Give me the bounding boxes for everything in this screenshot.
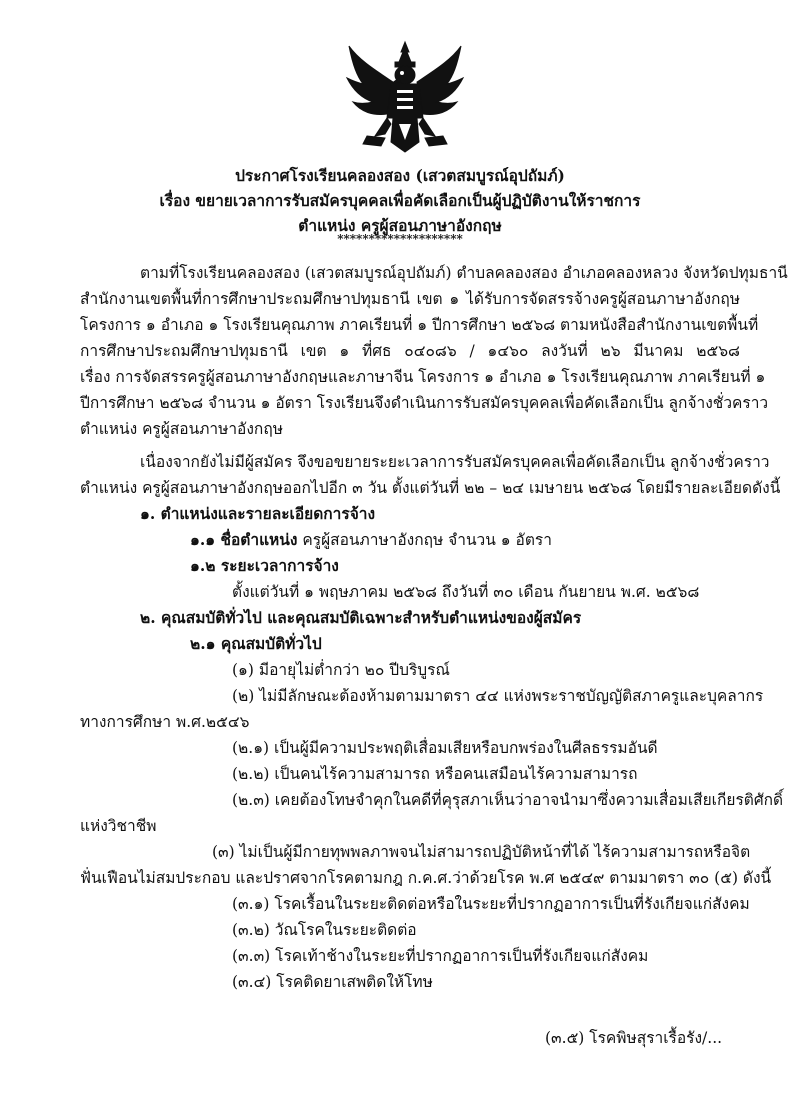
section-1-2-value: ตั้งแต่วันที่ ๑ พฤษภาคม ๒๕๖๘ ถึงวันที่ ๓๐ เดือน กันยายน พ.ศ. ๒๕๖๘: [232, 583, 700, 601]
qualification-2-2: (๒.๒) เป็นคนไร้ความสามารถ หรือคนเสมือนไร้ความสามารถ: [232, 765, 638, 783]
intro-line-4: การศึกษาประถมศึกษาปทุมธานี เขต ๑ ที่ศธ ๐๔๐๘๖ / ๑๔๖๐ ลงวันที่ ๒๖ มีนาคม ๒๕๖๘: [80, 342, 740, 360]
announcement-subject: เรื่อง ขยายเวลาการรับสมัครบุคคลเพื่อคัดเลือกเป็นผู้ปฏิบัติงานให้ราชการ: [159, 191, 641, 210]
intro-line-5: เรื่อง การจัดสรรครูผู้สอนภาษาอังกฤษและภาษาจีน โครงการ ๑ อำเภอ ๑ โรงเรียนคุณภาพ ภาคเรียนที่ ๑: [80, 368, 766, 386]
section-1-1-value: ครูผู้สอนภาษาอังกฤษ จำนวน ๑ อัตรา: [297, 531, 552, 549]
qualification-1: (๑) มีอายุไม่ต่ำกว่า ๒๐ ปีบริบูรณ์: [232, 661, 450, 679]
qualification-3-line-2: ฟั่นเฟือนไม่สมประกอบ และปราศจากโรคตามกฎ ก.ค.ศ.ว่าด้วยโรค พ.ศ ๒๕๔๙ ตามมาตรา ๓๐ (๕) ดังนี้: [80, 869, 772, 887]
qualification-2-line-2: ทางการศึกษา พ.ศ.๒๕๔๖: [80, 713, 250, 731]
qualification-2-3-line-2: แห่งวิชาชีพ: [80, 817, 157, 835]
section-1-1: [190, 527, 552, 552]
section-1-title: ๑. ตำแหน่งและรายละเอียดการจ้าง: [140, 504, 376, 523]
qualification-2-1: (๒.๑) เป็นผู้มีความประพฤติเสื่อมเสียหรือบกพร่องในศีลธรรมอันดี: [232, 739, 658, 757]
qualification-3-1: (๓.๑) โรคเรื้อนในระยะติดต่อหรือในระยะที่ปรากฏอาการเป็นที่รังเกียจแก่สังคม: [232, 895, 750, 913]
section-2-title: ๒. คุณสมบัติทั่วไป และคุณสมบัติเฉพาะสำหรับตำแหน่งของผู้สมัคร: [140, 608, 582, 627]
qualification-3-2: (๓.๒) วัณโรคในระยะติดต่อ: [232, 921, 417, 939]
continuation-note: (๓.๕) โรคพิษสุราเรื้อรัง/...: [545, 1029, 723, 1047]
intro-line-1: ตามที่โรงเรียนคลองสอง (เสวตสมบูรณ์อุปถัมภ์) ตำบลคลองสอง อำเภอคลองหลวง จังหวัดปทุมธานี: [140, 264, 788, 282]
intro-line-2: สำนักงานเขตพื้นที่การศึกษาประถมศึกษาปทุมธานี เขต ๑ ได้รับการจัดสรรจ้างครูผู้สอนภาษาอังกฤษ: [80, 290, 740, 308]
section-2-1-label: ๒.๑ คุณสมบัติทั่วไป: [190, 634, 322, 653]
qualification-3-4: (๓.๔) โรคติดยาเสพติดให้โทษ: [232, 973, 433, 991]
extension-line-1: เนื่องจากยังไม่มีผู้สมัคร จึงขอขยายระยะเวลาการรับสมัครบุคคลเพื่อคัดเลือกเป็น ลูกจ้างชั่วคราว: [140, 453, 770, 471]
qualification-3-3: (๓.๓) โรคเท้าช้างในระยะที่ปรากฏอาการเป็นที่รังเกียจแก่สังคม: [232, 947, 649, 965]
header-divider: ********************: [337, 232, 463, 246]
intro-line-7: ตำแหน่ง ครูผู้สอนภาษาอังกฤษ: [80, 420, 283, 438]
qualification-2-line-1: (๒) ไม่มีลักษณะต้องห้ามตามมาตรา ๔๔ แห่งพระราชบัญญัติสภาครูและบุคลากร: [232, 687, 764, 705]
garuda-emblem: [345, 40, 465, 158]
announcement-issuer: ประกาศโรงเรียนคลองสอง (เสวตสมบูรณ์อุปถัมภ์): [235, 166, 565, 185]
section-1-1-label: ๑.๑ ชื่อตำแหน่ง: [190, 530, 298, 549]
section-1-2-label: ๑.๒ ระยะเวลาการจ้าง: [190, 556, 339, 575]
extension-line-2: ตำแหน่ง ครูผู้สอนภาษาอังกฤษออกไปอีก ๓ วัน ตั้งแต่วันที่ ๒๒ – ๒๔ เมษายน ๒๕๖๘ โดยมีรายละเอียดดังนี้: [80, 479, 781, 497]
qualification-3-line-1: (๓) ไม่เป็นผู้มีกายทุพพลภาพจนไม่สามารถปฏิบัติหน้าที่ได้ ไร้ความสามารถหรือจิต: [212, 843, 751, 861]
intro-line-6: ปีการศึกษา ๒๕๖๘ จำนวน ๑ อัตรา โรงเรียนจึงดำเนินการรับสมัครบุคคลเพื่อคัดเลือกเป็น ลูกจ้างชั่วคราว: [80, 394, 769, 412]
announcement-position: ตำแหน่ง ครูผู้สอนภาษาอังกฤษ: [298, 216, 502, 235]
qualification-2-3-line-1: (๒.๓) เคยต้องโทษจำคุกในคดีที่คุรุสภาเห็นว่าอาจนำมาซึ่งความเสื่อมเสียเกียรติศักดิ์: [232, 791, 784, 809]
intro-line-3: โครงการ ๑ อำเภอ ๑ โรงเรียนคุณภาพ ภาคเรียนที่ ๑ ปีการศึกษา ๒๕๖๘ ตามหนังสือสำนักงานเขตพื้นที่: [80, 316, 759, 334]
